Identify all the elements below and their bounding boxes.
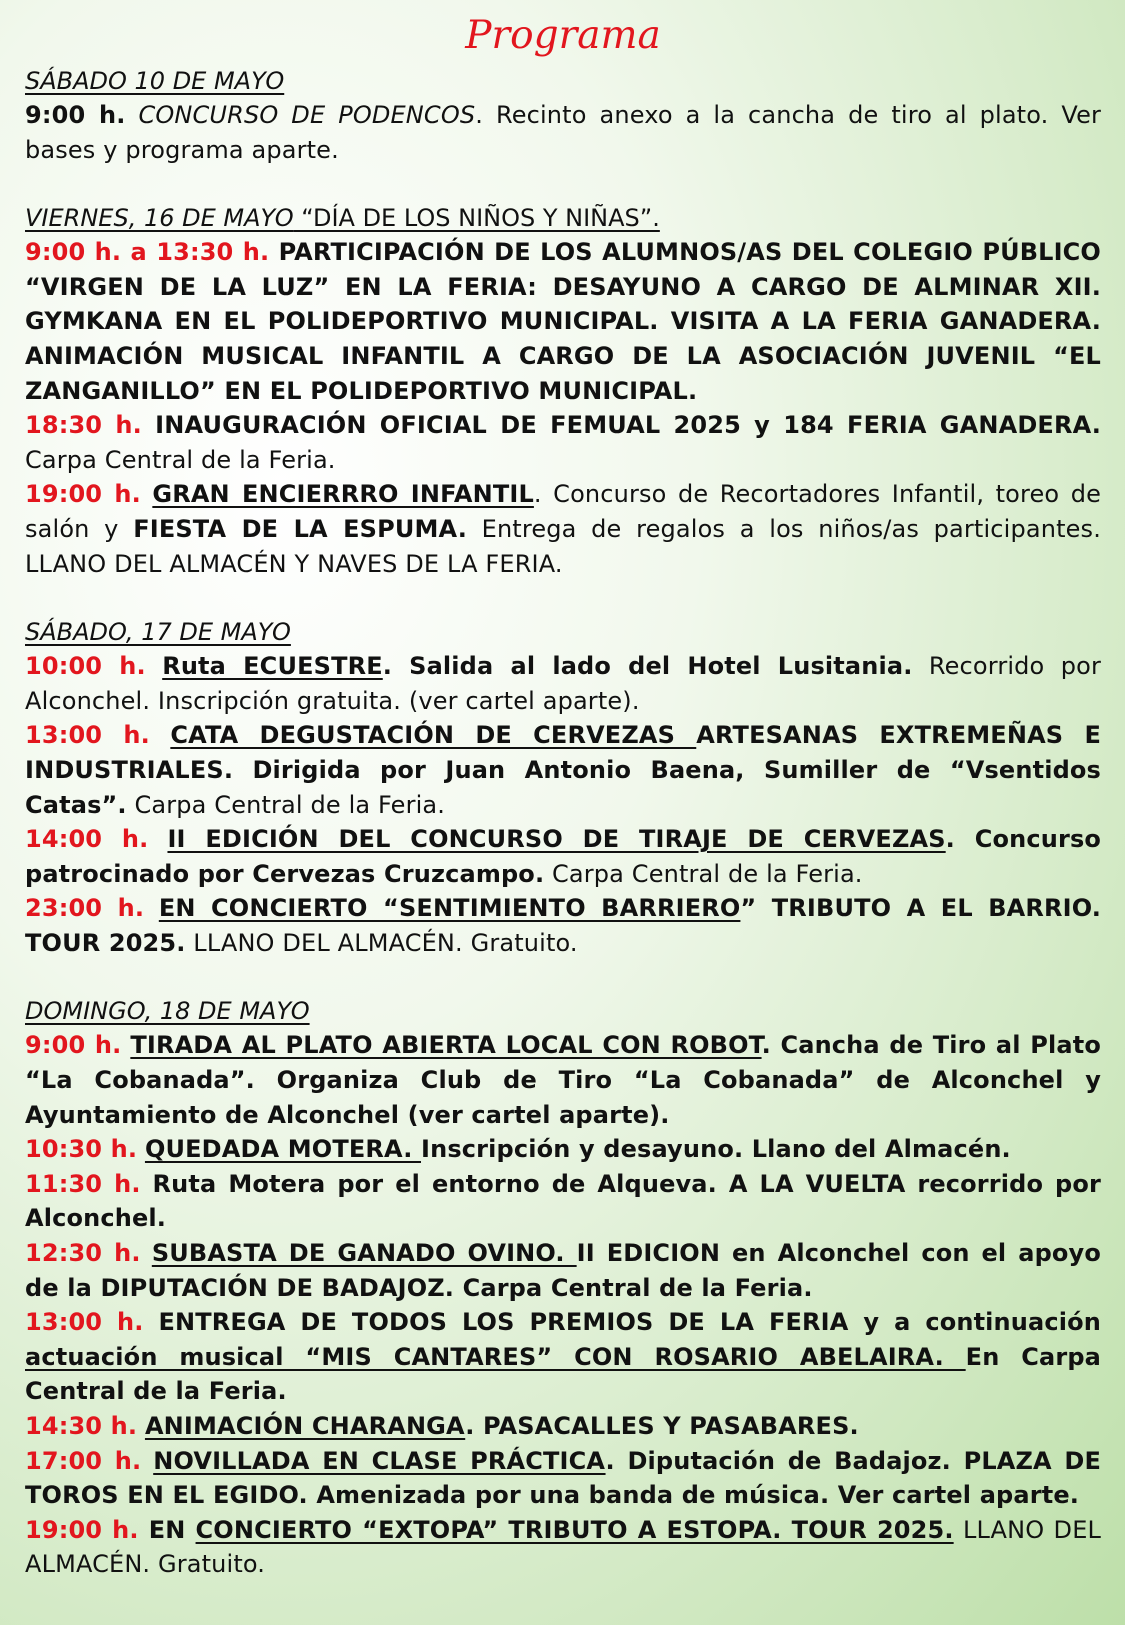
- event-title: GRAN ENCIERRRO INFANTIL: [152, 480, 534, 509]
- event-details: Entrega de regalos a los niños/as participantes. LLANO DEL ALMACÉN Y NAVES DE LA FERIA.: [25, 514, 1101, 578]
- event-item: [25, 477, 1101, 581]
- event-description: . Cancha de Tiro al Plato “La Cobanada”. Organiza Club de Tiro “La Cobanada” de Alconchel y Ayuntamiento de Alconchel (ver cartel aparte).: [25, 1031, 1101, 1129]
- event-time: 17:00 h.: [25, 1446, 142, 1475]
- event-item: [25, 891, 1101, 960]
- event-time: 11:30 h.: [25, 1169, 141, 1198]
- event-time: 19:00 h.: [25, 1515, 139, 1544]
- event-item: [25, 822, 1101, 891]
- event-item: [25, 1236, 1101, 1305]
- day-heading: [25, 64, 1101, 98]
- event-description: . Salida al lado del Hotel Lusitania.: [382, 652, 913, 681]
- day-subtitle: “DÍA DE LOS NIÑOS Y NIÑAS”.: [293, 204, 660, 233]
- event-title: EN CONCIERTO “SENTIMIENTO BARRIERO: [158, 894, 741, 923]
- event-details: Carpa Central de la Feria.: [126, 790, 446, 819]
- event-description: Inscripción y desayuno. Llano del Almacén.: [421, 1135, 1011, 1164]
- event-details: LLANO DEL ALMACÉN. Gratuito.: [185, 928, 578, 957]
- event-item: [25, 235, 1101, 408]
- event-title: CATA DEGUSTACIÓN DE CERVEZAS: [170, 721, 697, 750]
- event-time: 9:00 h.: [25, 1031, 122, 1060]
- event-time: 13:00 h.: [25, 721, 150, 750]
- event-details: LLANO DEL ALMACÉN. Gratuito.: [25, 1515, 1102, 1579]
- event-time: 23:00 h.: [25, 894, 145, 923]
- event-item: [25, 408, 1101, 477]
- event-title: TIRADA AL PLATO ABIERTA LOCAL CON ROBOT: [130, 1031, 762, 1060]
- event-title: CONCURSO DE PODENCOS: [138, 101, 476, 129]
- event-title: ANIMACIÓN CHARANGA: [144, 1412, 466, 1440]
- event-details: En Carpa Central de la Feria.: [25, 1342, 1101, 1406]
- event-time: 9:00 h. a 13:30 h.: [25, 238, 270, 267]
- event-time: 10:00 h.: [25, 652, 146, 681]
- event-item: [25, 718, 1101, 822]
- event-details: Carpa Central de la Feria.: [544, 859, 863, 888]
- page-title: Programa: [465, 13, 661, 58]
- event-description: PARTICIPACIÓN DE LOS ALUMNOS/AS DEL COLEGIO PÚBLICO “VIRGEN DE LA LUZ” EN LA FERIA: DESAYUNO A CARGO DE ALMINAR XII. GYMKANA EN EL POLIDEPORTIVO MUNICIPAL. VISITA A LA FERIA GANADERA. ANIMACIÓN MUSICAL INFANTIL A CARGO DE LA ASOCIACIÓN JUVENIL “EL ZANGANILLO” EN EL POLIDEPORTIVO MUNICIPAL.: [25, 238, 1101, 405]
- event-item: [25, 98, 1101, 167]
- event-title: NOVILLADA EN CLASE PRÁCTICA: [153, 1446, 606, 1475]
- event-item: [25, 1409, 1101, 1444]
- event-time: 14:30 h.: [25, 1412, 138, 1440]
- event-time: 10:30 h.: [25, 1135, 138, 1164]
- event-time: 9:00 h.: [25, 101, 126, 129]
- event-item: [25, 1167, 1101, 1236]
- event-description: II EDICION en Alconchel con el apoyo de la DIPUTACIÓN DE BADAJOZ. Carpa Central de la Feria.: [25, 1239, 1101, 1302]
- event-item: [25, 1305, 1101, 1409]
- event-item: [25, 1444, 1101, 1513]
- event-details: . Concurso de Recortadores Infantil, toreo de salón y: [25, 480, 1102, 543]
- event-title: QUEDADA MOTERA.: [144, 1135, 421, 1164]
- event-description: ARTESANAS EXTREMEÑAS E INDUSTRIALES. Dirigida por Juan Antonio Baena, Sumiller de “Vsentidos Catas”.: [25, 721, 1101, 819]
- day-section-viernes-16: [25, 201, 1101, 581]
- event-title: SUBASTA DE GANADO OVINO.: [151, 1239, 577, 1268]
- event-title: actuación musical “MIS CANTARES” CON ROSARIO ABELAIRA.: [25, 1342, 966, 1371]
- event-description: Ruta Motera por el entorno de Alqueva. A LA VUELTA recorrido por Alconchel.: [25, 1169, 1102, 1233]
- event-item: [25, 649, 1101, 718]
- event-description: . Concurso patrocinado por Cervezas Cruzcampo.: [25, 825, 1102, 888]
- event-description: . PASACALLES Y PASABARES.: [465, 1412, 859, 1440]
- day-section-domingo-18: [25, 994, 1101, 1582]
- event-details: . Recinto anexo a la cancha de tiro al plato. Ver bases y programa aparte.: [25, 101, 1102, 164]
- event-item: [25, 1132, 1101, 1167]
- event-prefix: EN: [138, 1515, 196, 1544]
- day-date: SÁBADO 10 DE MAYO: [25, 67, 285, 95]
- event-time: 19:00 h.: [25, 480, 141, 509]
- day-heading: [25, 994, 1101, 1028]
- event-time: 18:30 h.: [25, 411, 142, 440]
- event-title: CONCIERTO “EXTOPA” TRIBUTO A ESTOPA. TOUR 2025.: [195, 1515, 954, 1544]
- event-title: II EDICIÓN DEL CONCURSO DE TIRAJE DE CERVEZAS: [167, 825, 946, 854]
- event-highlight: FIESTA DE LA ESPUMA.: [133, 514, 467, 543]
- event-item: [25, 1028, 1101, 1132]
- event-details: Recorrido por Alconchel. Inscripción gratuita. (ver cartel aparte).: [25, 652, 1102, 715]
- day-section-sabado-10: [25, 64, 1101, 167]
- event-time: 12:30 h.: [25, 1239, 141, 1268]
- event-title: Ruta ECUESTRE: [162, 652, 383, 681]
- event-time: 13:00 h.: [25, 1308, 144, 1337]
- day-date: SÁBADO, 17 DE MAYO: [25, 618, 291, 647]
- day-date: DOMINGO, 18 DE MAYO: [25, 997, 310, 1026]
- day-heading: [25, 615, 1101, 649]
- event-description: . Diputación de Badajoz. PLAZA DE TOROS EN EL EGIDO. Amenizada por una banda de música. Ver cartel aparte.: [25, 1446, 1102, 1510]
- day-date: VIERNES, 16 DE MAYO: [25, 204, 294, 233]
- event-time: 14:00 h.: [25, 825, 149, 854]
- day-heading: [25, 201, 1101, 235]
- event-description: INAUGURACIÓN OFICIAL DE FEMUAL 2025 y 184 FERIA GANADERA.: [141, 411, 1102, 440]
- event-item: [25, 1513, 1101, 1582]
- event-details: Carpa Central de la Feria.: [25, 445, 336, 474]
- event-description: ENTREGA DE TODOS LOS PREMIOS DE LA FERIA y a continuación: [143, 1308, 1102, 1337]
- day-section-sabado-17: [25, 615, 1101, 960]
- event-description: ” TRIBUTO A EL BARRIO. TOUR 2025.: [25, 894, 1102, 957]
